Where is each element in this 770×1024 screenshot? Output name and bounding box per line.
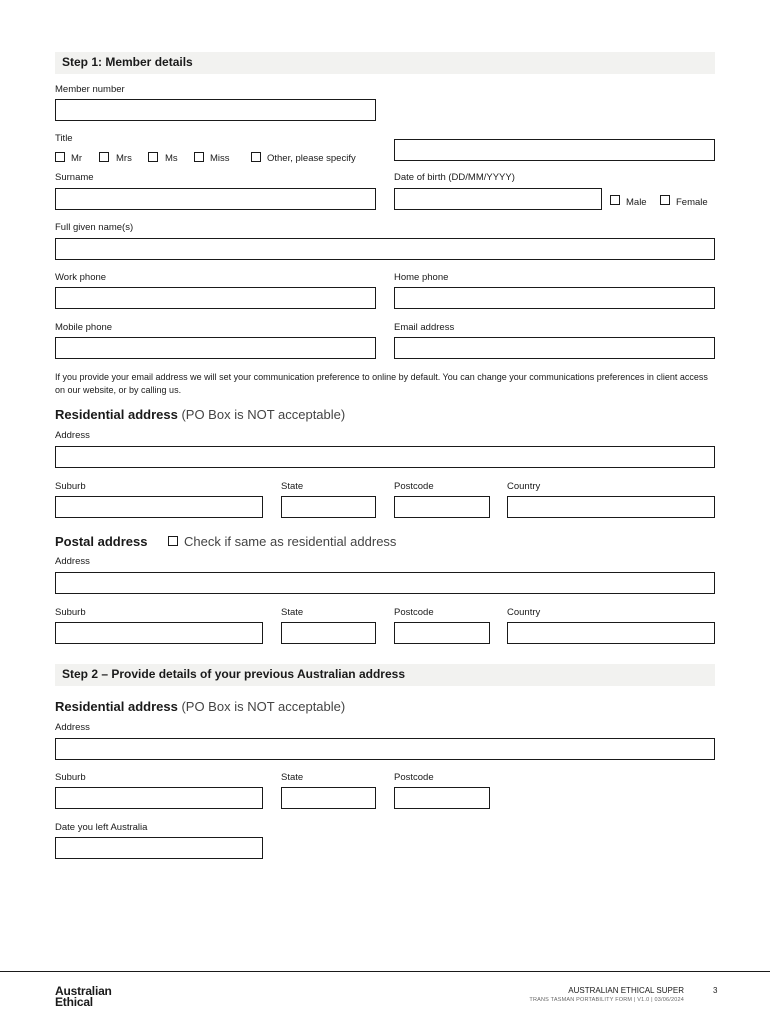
given-names-label: Full given name(s) bbox=[55, 222, 134, 233]
work-phone-label: Work phone bbox=[55, 272, 107, 283]
gender-female-checkbox[interactable] bbox=[660, 195, 670, 205]
logo-line-1: Australian bbox=[55, 984, 112, 998]
title-ms-label: Ms bbox=[165, 153, 178, 164]
step2-postcode-input[interactable] bbox=[394, 787, 490, 809]
title-mrs-checkbox[interactable] bbox=[99, 152, 109, 162]
gender-male-checkbox[interactable] bbox=[610, 195, 620, 205]
step2-residential-title bbox=[55, 699, 345, 714]
step2-state-label: State bbox=[281, 772, 304, 783]
title-mrs-label: Mrs bbox=[116, 153, 132, 164]
title-label: Title bbox=[55, 133, 73, 144]
date-left-label: Date you left Australia bbox=[55, 822, 148, 833]
gender-female-label: Female bbox=[676, 197, 708, 208]
postal-country-label: Country bbox=[507, 607, 541, 618]
residential-address-title bbox=[55, 407, 345, 422]
surname-input[interactable] bbox=[55, 188, 376, 210]
step2-state-input[interactable] bbox=[281, 787, 376, 809]
home-phone-input[interactable] bbox=[394, 287, 715, 309]
title-other-input[interactable] bbox=[394, 139, 715, 161]
mobile-phone-input[interactable] bbox=[55, 337, 376, 359]
footer-title: AUSTRALIAN ETHICAL SUPER bbox=[568, 986, 684, 995]
step-1-heading: Step 1: Member details bbox=[62, 55, 193, 69]
email-input[interactable] bbox=[394, 337, 715, 359]
postal-postcode-input[interactable] bbox=[394, 622, 490, 644]
email-note: If you provide your email address we will set your communication preference to online by default. You can change your communications preferences in client access on our website, or by calling us. bbox=[55, 372, 708, 395]
step-2-heading: Step 2 – Provide details of your previous Australian address bbox=[62, 667, 405, 681]
residential-country-input[interactable] bbox=[507, 496, 715, 518]
footer-subtitle: TRANS TASMAN PORTABILITY FORM | V1.0 | 03/06/2024 bbox=[529, 997, 684, 1003]
date-left-input[interactable] bbox=[55, 837, 263, 859]
australian-ethical-logo bbox=[55, 986, 112, 1008]
postal-state-label: State bbox=[281, 607, 304, 618]
residential-state-label: State bbox=[281, 481, 304, 492]
same-as-residential-label: Check if same as residential address bbox=[184, 534, 397, 549]
dob-label: Date of birth (DD/MM/YYYY) bbox=[394, 172, 515, 183]
member-number-label: Member number bbox=[55, 84, 125, 95]
title-miss-label: Miss bbox=[210, 153, 230, 164]
title-other-checkbox[interactable] bbox=[251, 152, 261, 162]
postal-address-label: Address bbox=[55, 556, 90, 567]
step2-suburb-input[interactable] bbox=[55, 787, 263, 809]
home-phone-label: Home phone bbox=[394, 272, 449, 283]
dob-input[interactable] bbox=[394, 188, 602, 210]
postal-country-input[interactable] bbox=[507, 622, 715, 644]
surname-label: Surname bbox=[55, 172, 94, 183]
member-number-input[interactable] bbox=[55, 99, 376, 121]
residential-suburb-label: Suburb bbox=[55, 481, 86, 492]
residential-postcode-input[interactable] bbox=[394, 496, 490, 518]
residential-address-input[interactable] bbox=[55, 446, 715, 468]
given-names-input[interactable] bbox=[55, 238, 715, 260]
postal-suburb-label: Suburb bbox=[55, 607, 86, 618]
postal-state-input[interactable] bbox=[281, 622, 376, 644]
residential-postcode-label: Postcode bbox=[394, 481, 434, 492]
title-mr-checkbox[interactable] bbox=[55, 152, 65, 162]
mobile-phone-label: Mobile phone bbox=[55, 322, 113, 333]
footer-divider bbox=[0, 971, 770, 972]
step2-postcode-label: Postcode bbox=[394, 772, 434, 783]
title-miss-checkbox[interactable] bbox=[194, 152, 204, 162]
title-other-label: Other, please specify bbox=[267, 153, 356, 164]
residential-address-label: Address bbox=[55, 430, 90, 441]
residential-country-label: Country bbox=[507, 481, 541, 492]
step2-residential-title-bold: Residential address bbox=[55, 699, 178, 714]
postal-suburb-input[interactable] bbox=[55, 622, 263, 644]
same-as-residential-checkbox[interactable] bbox=[168, 536, 178, 546]
postal-address-input[interactable] bbox=[55, 572, 715, 594]
step-1-header bbox=[55, 52, 715, 74]
residential-address-title-bold: Residential address bbox=[55, 407, 178, 422]
postal-postcode-label: Postcode bbox=[394, 607, 434, 618]
gender-male-label: Male bbox=[626, 197, 647, 208]
step2-suburb-label: Suburb bbox=[55, 772, 86, 783]
residential-suburb-input[interactable] bbox=[55, 496, 263, 518]
step-2-header bbox=[55, 664, 715, 686]
email-label: Email address bbox=[394, 322, 455, 333]
page-number: 3 bbox=[713, 986, 718, 995]
title-ms-checkbox[interactable] bbox=[148, 152, 158, 162]
logo-line-2: Ethical bbox=[55, 995, 93, 1009]
postal-address-title: Postal address bbox=[55, 534, 148, 549]
step2-residential-title-note: (PO Box is NOT acceptable) bbox=[181, 699, 346, 714]
title-mr-label: Mr bbox=[71, 153, 83, 164]
step2-address-label: Address bbox=[55, 722, 90, 733]
residential-state-input[interactable] bbox=[281, 496, 376, 518]
step2-address-input[interactable] bbox=[55, 738, 715, 760]
residential-address-title-note: (PO Box is NOT acceptable) bbox=[181, 407, 346, 422]
work-phone-input[interactable] bbox=[55, 287, 376, 309]
